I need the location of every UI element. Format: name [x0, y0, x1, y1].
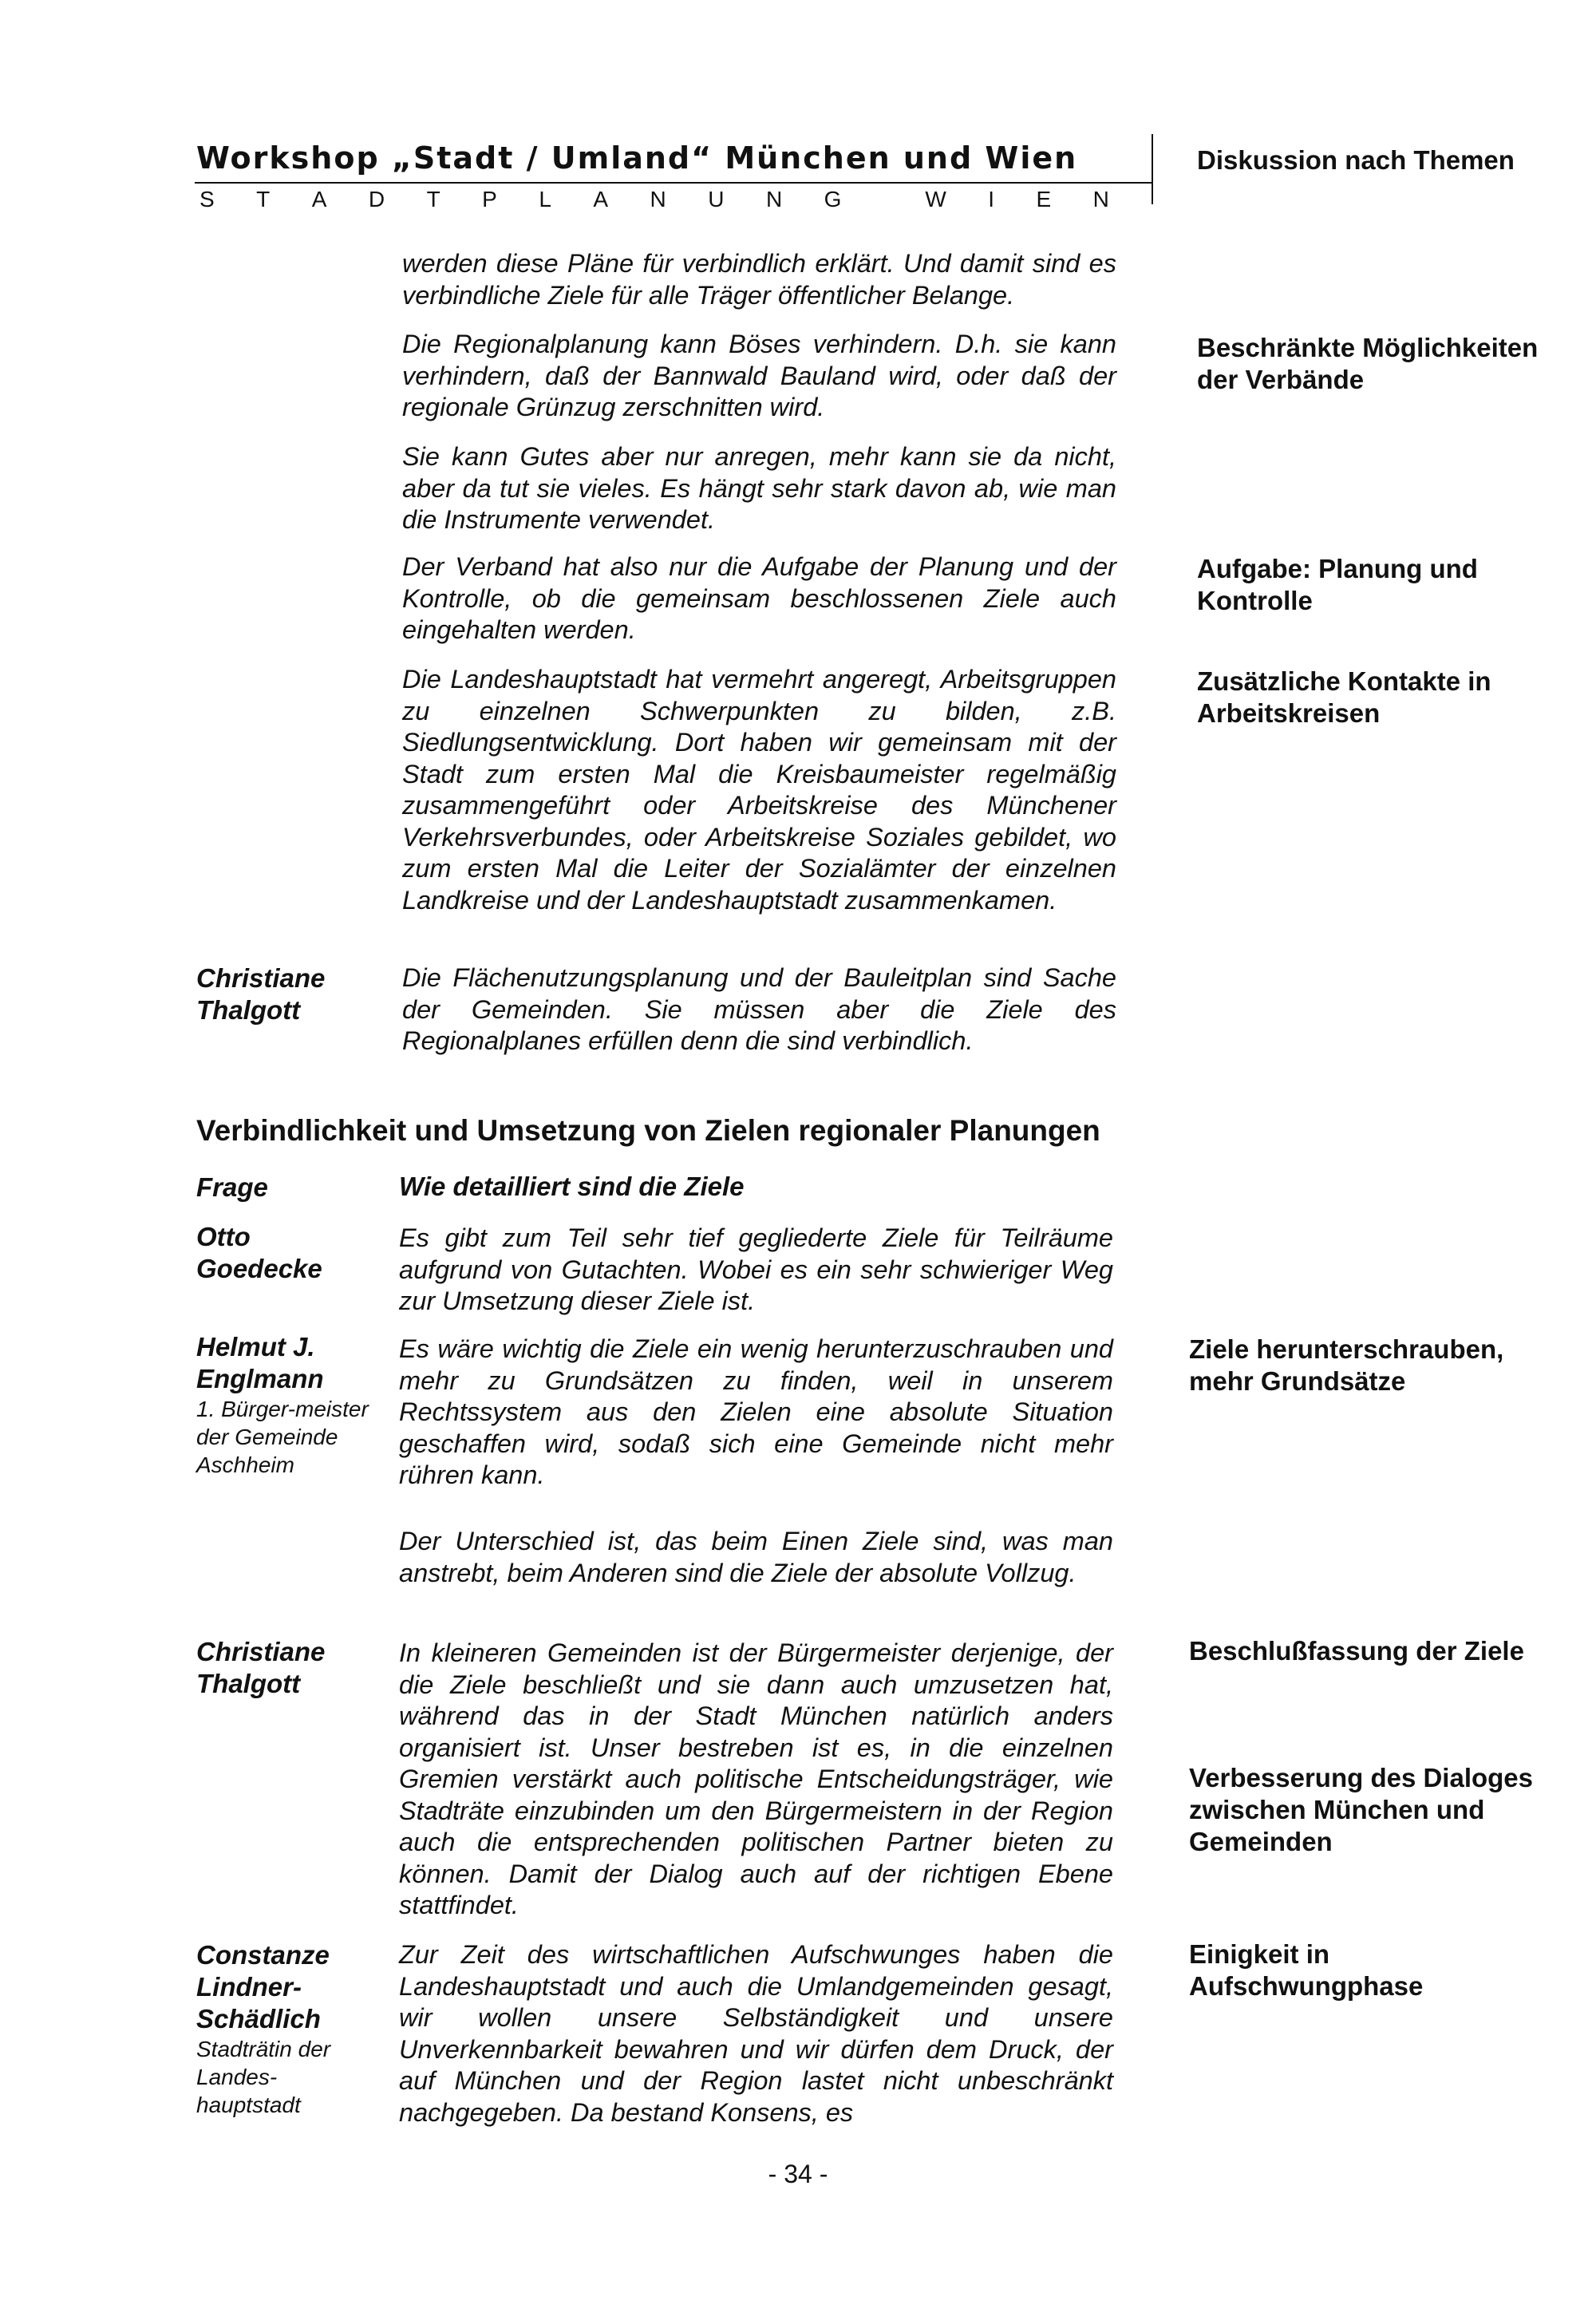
subtitle-letter: A: [593, 187, 609, 211]
subtitle-letter: U: [708, 187, 725, 211]
subtitle-letter: A: [311, 187, 327, 211]
paragraph: werden diese Pläne für verbindlich erklärt. Und damit sind es verbindliche Ziele für alle Träger öffentlicher Belange.: [402, 249, 1116, 310]
speaker-name: Christiane Thalgott: [196, 963, 326, 1025]
margin-note: Zusätzliche Kontakte in Arbeitskreisen: [1197, 666, 1491, 728]
margin-note: Verbesserung des Dialoges zwischen München und Gemeinden: [1189, 1763, 1534, 1856]
paragraph: Zur Zeit des wirtschaftlichen Aufschwunges haben die Landeshauptstadt und auch die Umlandgemeinden gesagt, wir wollen unsere Selbständigkeit und unsere Unverkennbarkeit bewahren und wir dürfen dem Druck, der auf München und der Region lastet nicht unbeschränkt nachgegeben. Da bestand Konsens, es: [399, 1940, 1113, 2127]
paragraph: Die Flächenutzungsplanung und der Bauleitplan sind Sache der Gemeinden. Sie müssen aber die Ziele des Regionalplanes erfüllen denn die sind verbindlich.: [402, 963, 1116, 1055]
subtitle-letter: I: [988, 187, 995, 211]
page-number: - 34 -: [768, 2160, 828, 2188]
paragraph: Der Verband hat also nur die Aufgabe der Planung und der Kontrolle, ob die gemeinsam beschlossenen Ziele auch eingehalten werden.: [402, 552, 1116, 644]
margin-note: Beschränkte Möglichkeiten der Verbände: [1197, 333, 1539, 394]
margin-note: Beschlußfassung der Ziele: [1189, 1636, 1524, 1666]
paragraph: Der Unterschied ist, das beim Einen Ziele sind, was man anstrebt, beim Anderen sind die Ziele der absolute Vollzug.: [399, 1527, 1113, 1587]
subtitle-letter: N: [650, 187, 666, 211]
speaker-name: Otto Goedecke: [196, 1222, 322, 1283]
subtitle-letter: E: [1036, 187, 1052, 211]
speaker-name: Helmut J. Englmann: [196, 1332, 324, 1393]
subtitle-letter: T: [426, 187, 440, 211]
subtitle-letter: N: [1092, 187, 1109, 211]
header-divider: [1152, 134, 1153, 204]
subtitle-letter: S: [200, 187, 215, 211]
paragraph: Die Landeshauptstadt hat vermehrt angeregt, Arbeitsgruppen zu einzelnen Schwerpunkten zu bilden, z.B. Siedlungsentwicklung. Dort haben wir gemeinsam mit der Stadt zum ersten Mal die Kreisbaumeister regelmäßig zusammengeführt oder Arbeitskreise des Münchener Verkehrsverbundes, oder Arbeitskreise Soziales gebildet, wo zum ersten Mal die Leiter der Sozialämter der einzelnen Landkreise und der Landeshauptstadt zusammenkamen.: [402, 665, 1116, 915]
paragraph: Die Regionalplanung kann Böses verhindern. D.h. sie kann verhindern, daß der Bannwald Bauland wird, oder daß der regionale Grünzug zerschnitten wird.: [402, 330, 1116, 421]
question-label: Frage: [196, 1172, 268, 1202]
margin-note: Einigkeit in Aufschwungphase: [1189, 1939, 1424, 2001]
subtitle-letter: D: [368, 187, 385, 211]
speaker-role: 1. Bürger-meister der Gemeinde Aschheim: [196, 1397, 369, 1477]
paragraph: Es wäre wichtig die Ziele ein wenig herunterzuschrauben und mehr zu Grundsätzen zu finden, weil in unserem Rechtssystem aus den Zielen eine absolute Situation geschaffen wird, sodaß sich eine Gemeinde nicht mehr rühren kann.: [399, 1334, 1113, 1489]
subtitle-letter: L: [539, 187, 551, 211]
margin-note: Ziele herunterschrauben, mehr Grundsätze: [1189, 1334, 1504, 1396]
subtitle-letter: T: [256, 187, 271, 211]
paragraph: Es gibt zum Teil sehr tief gegliederte Ziele für Teilräume aufgrund von Gutachten. Wobei es ein sehr schwieriger Weg zur Umsetzung dieser Ziele ist.: [399, 1223, 1113, 1315]
header-section-label: Diskussion nach Themen: [1197, 145, 1515, 175]
subtitle-letter: G: [824, 187, 842, 211]
speaker-name: Constanze Lindner-Schädlich: [196, 1940, 330, 2033]
paragraph: In kleineren Gemeinden ist der Bürgermeister derjenige, der die Ziele beschließt und sie dann auch umzusetzen hat, während das in der Stadt München natürlich anders organisiert ist. Unser bestreben ist es, in die einzelnen Gremien verstärkt auch politische Entscheidungsträger, wie Stadträte einzubinden um den Bürgermeistern in der Region auch die entsprechenden politischen Partner bieten zu können. Damit der Dialog auch auf der richtigen Ebene stattfindet.: [399, 1638, 1113, 1919]
speaker-role: Stadträtin der Landes-hauptstadt: [196, 2037, 331, 2117]
subtitle-letter: N: [765, 187, 783, 211]
subtitle-letter: P: [482, 187, 497, 211]
header-subtitle: [200, 187, 1109, 212]
section-heading: Verbindlichkeit und Umsetzung von Zielen regionaler Planungen: [196, 1114, 1100, 1147]
speaker-name: Christiane Thalgott: [196, 1637, 326, 1698]
margin-note: Aufgabe: Planung und Kontrolle: [1197, 554, 1478, 615]
header-rule: [195, 182, 1152, 184]
speaker-block: [196, 1939, 372, 2119]
question-text: Wie detailliert sind die Ziele: [399, 1172, 745, 1201]
header-title: Workshop „Stadt / Umland“ München und Wien: [196, 140, 1078, 176]
speaker-block: [196, 1331, 372, 1479]
paragraph: Sie kann Gutes aber nur anregen, mehr kann sie da nicht, aber da tut sie vieles. Es hängt sehr stark davon ab, wie man die Instrumente verwendet.: [402, 442, 1116, 534]
subtitle-letter: W: [925, 187, 946, 211]
